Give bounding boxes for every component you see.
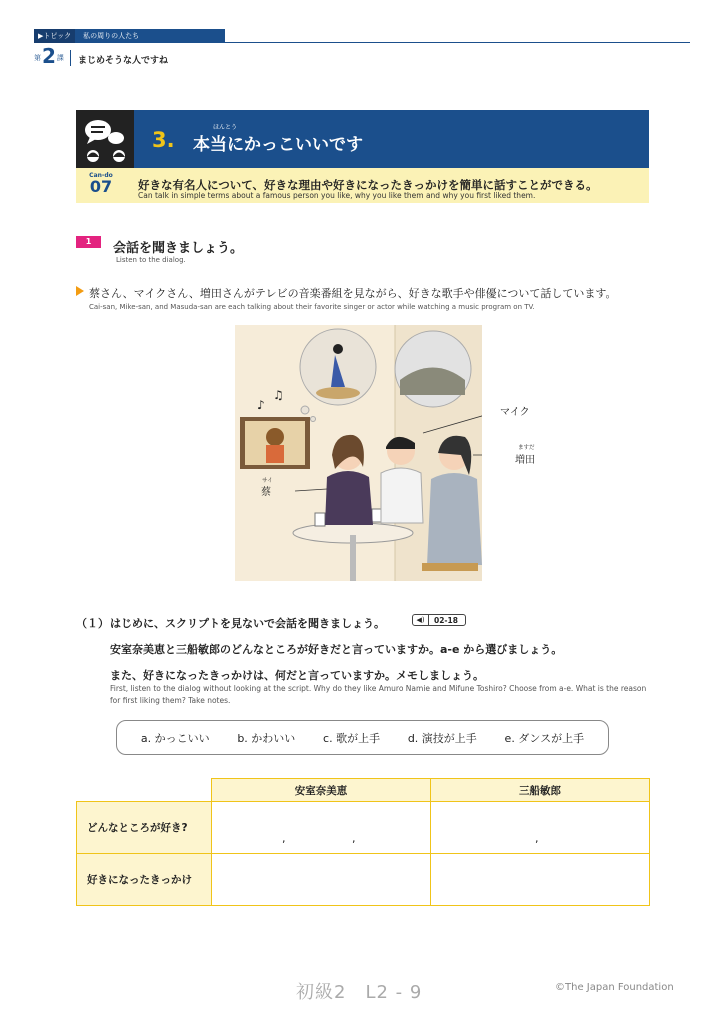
cando-badge [86, 172, 116, 200]
section-title-ruby: ほんとう [213, 124, 238, 131]
topic-tag: ▶トピック [34, 29, 75, 43]
audio-track-button[interactable] [412, 614, 466, 626]
question-number: （１） [76, 617, 109, 630]
audio-code: 02-18 [434, 615, 458, 625]
choice-d: d. 演技が上手 [407, 731, 477, 745]
scene-description-jp: 蔡さん、マイクさん、増田さんがテレビの音楽番組を見ながら、好きな歌手や俳優について話しています。 [89, 287, 617, 300]
table-row [77, 854, 650, 906]
label-mike: マイク [500, 407, 530, 418]
choice-c: c. 歌が上手 [323, 731, 381, 745]
section-title: 本当にかっこいいです [193, 135, 363, 155]
speaker-icon: ◀) [413, 615, 429, 625]
svg-text:♫: ♫ [273, 388, 284, 402]
question-line-2: 安室奈美恵と三船敏郎のどんなところが好きだと言っていますか。a-e から選びましょう。 [110, 643, 563, 656]
comma-mark: , [352, 832, 356, 845]
dialog-illustration [235, 325, 482, 581]
choice-b: b. かわいい [237, 731, 296, 745]
lesson-number [34, 46, 64, 66]
cando-number: 07 [89, 177, 113, 196]
lesson-title: まじめそうな人ですね [78, 56, 169, 66]
label-cai: 蔡 [261, 487, 271, 498]
topic-title: 私の周りの人たち [83, 32, 140, 40]
table-corner [77, 779, 212, 802]
cando-description-jp: 好きな有名人について、好きな理由や好きになったきっかけを簡単に話すことができる。 [138, 178, 598, 192]
answer-cell-mifune-likes[interactable] [431, 802, 650, 854]
choice-a: a. かっこいい [140, 731, 210, 745]
topic-tab [34, 29, 225, 43]
cando-description-en: Can talk in simple terms about a famous person you like, why you like them and why you first liked them. [138, 191, 536, 200]
lesson-digit: 2 [42, 44, 56, 68]
question-en: First, listen to the dialog without looking at the script. Why do they like Amuro Namie and Mifune Toshiro? Choose from a-e. What is the reason for first liking them? Take notes. [110, 684, 647, 705]
arrow-right-icon [76, 286, 84, 296]
comma-mark: , [282, 832, 286, 845]
answer-cell-amuro-reason[interactable] [212, 854, 431, 906]
question-line-1: はじめに、スクリプトを見ないで会話を聞きましょう。 [110, 617, 385, 630]
svg-text:♪: ♪ [257, 398, 265, 412]
label-masuda-ruby: ますだ [518, 445, 535, 451]
answer-table [76, 778, 650, 906]
row-label-reason: 好きになったきっかけ [77, 854, 212, 906]
task-title-en: Listen to the dialog. [116, 256, 186, 264]
task-title-jp: 会話を聞きましょう。 [113, 241, 244, 256]
lesson-dai: 第 [34, 54, 41, 62]
row-label-likes: どんなところが好き? [77, 802, 212, 854]
comma-mark: , [535, 832, 539, 845]
page-number: 初級2 L2 - 9 [296, 982, 423, 1003]
cando-label: Can-do [89, 172, 113, 179]
header-divider [225, 42, 690, 43]
lesson-divider [70, 50, 71, 66]
choices-box [116, 720, 609, 755]
lesson-ka: 課 [56, 54, 64, 62]
task-number-badge: 1 [76, 236, 101, 248]
question-line-3: また、好きになったきっかけは、何だと言っていますか。メモしましょう。 [110, 669, 484, 682]
answer-cell-mifune-reason[interactable] [431, 854, 650, 906]
label-cai-ruby: サイ [262, 478, 273, 484]
column-header-amuro: 安室奈美恵 [212, 779, 431, 802]
table-header-row [77, 779, 650, 802]
copyright: ©The Japan Foundation [555, 982, 674, 993]
scene-description-en: Cai-san, Mike-san, and Masuda-san are each talking about their favorite singer or actor while watching a music program on TV. [89, 303, 535, 311]
label-masuda: 増田 [515, 455, 535, 466]
answer-cell-amuro-likes[interactable] [212, 802, 431, 854]
choice-e: e. ダンスが上手 [504, 731, 585, 745]
conversation-icon [76, 110, 134, 168]
section-number: 3. [152, 128, 175, 152]
column-header-mifune: 三船敏郎 [431, 779, 650, 802]
table-row [77, 802, 650, 854]
